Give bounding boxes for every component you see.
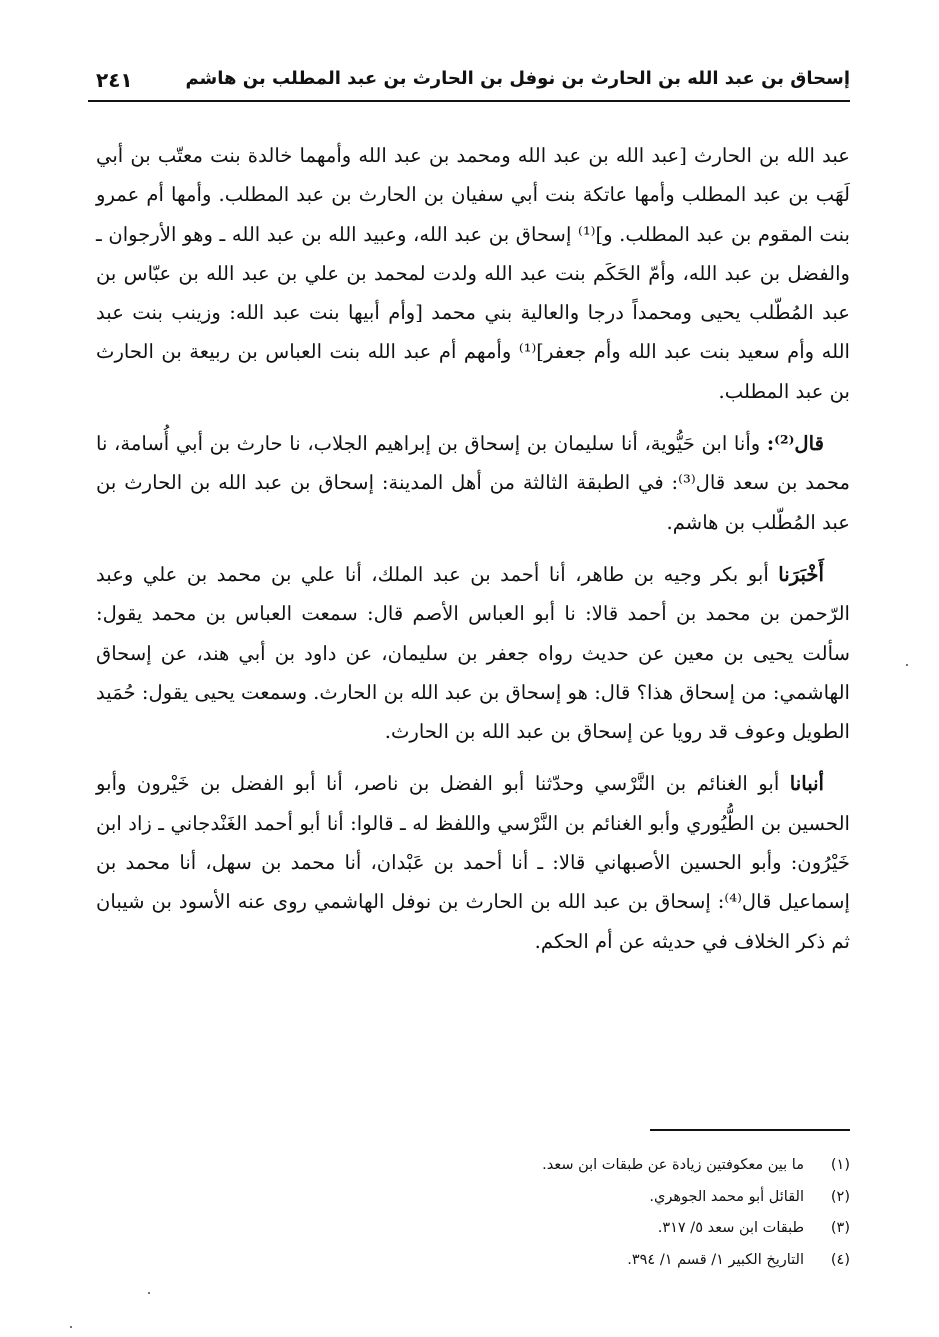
footnote-number: (١) [830, 1157, 850, 1173]
running-title: إسحاق بن عبد الله بن الحارث بن نوفل بن الحارث بن عبد المطلب بن هاشم [185, 68, 850, 89]
footnote-number: (٣) [830, 1220, 850, 1236]
footnote-1 [250, 1150, 850, 1182]
paragraph-3-text: أبو بكر وجيه بن طاهر، أنا أحمد بن عبد الملك، أنا علي بن محمد بن علي وعبد الرّحمن بن محمد بن أحمد قالا: نا أبو العباس الأصم قال: سمعت العباس بن محمد يقول: سألت يحيى بن معين عن حديث رواه جعفر بن سليمان، عن داود بن أبي هند، عن إسحاق الهاشمي: من إسحاق هذا؟ قال: هو إسحاق بن عبد الله بن الحارث. وسمعت يحيى يقول: حُمَيد الطويل وعوف قد رويا عن إسحاق بن عبد الله بن الحارث. [96, 562, 850, 744]
footnotes [250, 1150, 850, 1276]
footnote-text: القائل أبو محمد الجوهري. [649, 1188, 804, 1205]
scan-speck [148, 1292, 150, 1294]
paragraph-4 [96, 764, 850, 960]
paragraph-2-text: وأنا ابن حَيُّوية، أنا سليمان بن إسحاق بن إبراهيم الجلاب، نا حارث بن أبي أُسامة، نا محمد بن سعد قال⁽³⁾: في الطبقة الثالثة من أهل المدينة: إسحاق بن عبد الله بن الحارث بن عبد المُطّلب بن هاشم. [96, 432, 851, 534]
paragraph-2 [96, 424, 850, 542]
footnote-3 [250, 1213, 850, 1245]
page-header [88, 62, 850, 102]
paragraph-1 [96, 136, 850, 411]
footnote-separator [650, 1129, 850, 1131]
paragraph-3-lead: أَخْبَرَنا [778, 562, 824, 586]
scan-speck [906, 664, 908, 666]
body-text [96, 136, 850, 961]
page-number: ٢٤١ [96, 68, 133, 92]
footnote-number: (٢) [830, 1188, 850, 1205]
scan-speck [70, 1326, 72, 1328]
footnote-text: التاريخ الكبير ١/ قسم ١/ ٣٩٤. [627, 1251, 804, 1268]
header-rule [88, 100, 850, 102]
paragraph-3 [96, 555, 850, 751]
paragraph-1-text: عبد الله بن الحارث [عبد الله بن عبد الله ومحمد بن عبد الله وأمهما خالدة بنت معتّب بن أبي لَهَب بن عبد المطلب وأمها عاتكة بنت أبي سفيان بن الحارث بن عبد المطلب. وأمها أم عمرو بنت المقوم بن عبد المطلب. و]⁽¹⁾ إسحاق بن عبد الله، وعبيد الله بن عبد الله ـ وهو الأرجوان ـ والفضل بن عبد الله، وأمّ الحَكَم بنت عبد الله ولدت لمحمد بن علي بن عبد الله بن عبّاس بن عبد المُطّلب يحيى ومحمداً درجا والعالية بني محمد [وأم أبيها بنت عبد الله: وزينب بنت عبد الله وأم سعيد بنت عبد الله وأم جعفر]⁽¹⁾ وأمهم أم عبد الله بنت العباس بن ربيعة بن الحارث بن عبد المطلب. [96, 144, 851, 403]
paragraph-4-lead: أنبانا [789, 772, 824, 796]
footnote-text: ما بين معكوفتين زيادة عن طبقات ابن سعد. [542, 1157, 804, 1173]
footnote-2 [250, 1182, 850, 1214]
paragraph-2-lead: قال⁽²⁾: [766, 432, 824, 456]
footnote-number: (٤) [830, 1251, 850, 1268]
footnote-text: طبقات ابن سعد ٥/ ٣١٧. [657, 1220, 804, 1236]
footnote-4 [250, 1245, 850, 1277]
paragraph-4-text: أبو الغنائم بن النَّرْسي وحدّثنا أبو الفضل بن ناصر، أنا أبو الفضل بن خَيْرون وأبو الحسين بن الطُّيُوري وأبو الغنائم بن النَّرْسي واللفظ له ـ قالوا: أنا أبو أحمد الغَنْدجاني ـ زاد ابن خَيْرُون: وأبو الحسين الأصبهاني قالا: ـ أنا أحمد بن عَبْدان، أنا محمد بن سهل، أنا محمد بن إسماعيل قال⁽⁴⁾: إسحاق بن عبد الله بن الحارث بن نوفل الهاشمي روى عنه الأسود بن شيبان ثم ذكر الخلاف في حديثه عن أم الحكم. [96, 772, 850, 953]
